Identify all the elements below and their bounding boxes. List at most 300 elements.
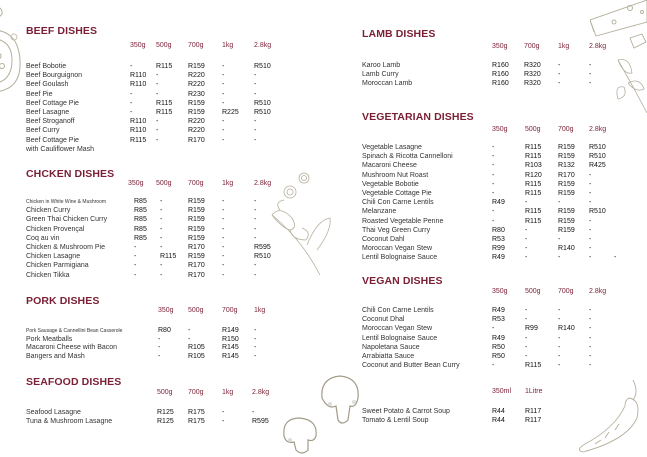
price-cell: R110: [130, 72, 147, 80]
price-cell: R595: [252, 418, 269, 425]
dish-name: Macaroni Cheese: [362, 162, 417, 170]
price-cell: -: [222, 244, 225, 251]
dish-name: Bangers and Mash: [26, 352, 85, 360]
price-cell: -: [254, 225, 257, 233]
price-cell: R115: [160, 253, 177, 261]
price-cell: -: [492, 217, 495, 225]
menu-item-row: [362, 80, 642, 89]
menu-item-row: [362, 199, 642, 208]
price-cell: -: [156, 136, 159, 144]
price-cell: -: [254, 335, 257, 343]
price-cell: R320: [524, 71, 541, 78]
column-header: 500g: [156, 42, 172, 49]
menu-item-row: [362, 245, 642, 254]
menu-item-row: [26, 244, 306, 253]
price-cell: -: [589, 316, 592, 324]
soups-section: [362, 388, 622, 433]
price-cell: R44: [492, 408, 505, 415]
price-cell: -: [558, 316, 561, 324]
price-cell: -: [589, 62, 592, 69]
price-cell: -: [222, 90, 225, 98]
menu-item-row: [362, 307, 642, 316]
price-cell: -: [254, 234, 257, 242]
price-cell: -: [222, 216, 225, 224]
price-cell: -: [134, 253, 137, 261]
section-title: VEGAN DISHES: [362, 275, 443, 287]
column-header: 500g: [156, 180, 172, 187]
price-cell: -: [254, 198, 257, 205]
dish-name: Vegetable Cottage Pie: [362, 190, 432, 197]
menu-item-row: [362, 236, 642, 245]
price-cell: -: [525, 245, 528, 253]
price-cell: -: [614, 254, 617, 262]
price-cell: R159: [188, 109, 205, 116]
price-cell: -: [160, 225, 163, 233]
menu-item-row: [26, 118, 306, 127]
menu-item-row: [26, 127, 306, 136]
price-cell: -: [222, 253, 225, 261]
price-cell: R425: [589, 162, 606, 170]
menu-item-row: [26, 262, 306, 271]
price-cell: R115: [525, 153, 542, 161]
dish-name: Beef Cottage Pie: [26, 136, 79, 144]
menu-item-row: [26, 253, 306, 262]
menu-item-row: [362, 417, 642, 426]
price-cell: -: [188, 327, 191, 334]
price-cell: -: [254, 136, 257, 144]
price-cell: R125: [157, 409, 174, 416]
price-cell: -: [254, 327, 257, 334]
price-cell: -: [222, 234, 225, 242]
price-cell: R49: [492, 254, 505, 262]
column-header: 500g: [188, 307, 204, 314]
price-cell: -: [558, 254, 561, 262]
price-cell: R80: [492, 226, 505, 234]
price-cell: -: [558, 343, 561, 351]
price-cell: R320: [524, 80, 541, 87]
price-cell: -: [589, 226, 592, 234]
dish-name: Chicken & Mushroom Pie: [26, 244, 105, 251]
column-header: 700g: [188, 389, 204, 396]
price-cell: R175: [188, 409, 205, 416]
price-cell: R117: [525, 417, 542, 424]
price-cell: -: [254, 344, 257, 352]
column-header: 2.8kg: [589, 288, 607, 295]
dish-name: Pork Sausage & Cannellini Bean Casserole: [26, 328, 123, 334]
price-cell: -: [525, 236, 528, 243]
price-cell: -: [589, 199, 592, 207]
menu-item-row: [26, 72, 306, 81]
price-cell: R125: [157, 418, 174, 425]
menu-item-row: [362, 162, 642, 171]
price-cell: -: [492, 362, 495, 370]
menu-item-row: [362, 362, 642, 371]
column-headers: [26, 307, 296, 316]
price-cell: R595: [254, 244, 271, 251]
price-cell: -: [222, 99, 225, 107]
price-cell: -: [525, 343, 528, 351]
column-header: 500g: [525, 288, 541, 295]
price-cell: R170: [188, 262, 205, 270]
price-cell: -: [254, 118, 257, 126]
price-cell: -: [222, 127, 225, 135]
price-cell: -: [252, 409, 255, 416]
pork-section: [26, 295, 296, 365]
price-cell: -: [558, 71, 561, 78]
menu-item-row: [362, 353, 642, 362]
price-cell: -: [558, 62, 561, 69]
price-cell: R115: [525, 190, 542, 197]
column-header: 700g: [558, 288, 574, 295]
price-cell: -: [130, 90, 133, 98]
dish-name: Arrabiatta Sauce: [362, 353, 415, 360]
dish-name: Chicken Parmigiana: [26, 262, 89, 270]
price-cell: -: [222, 136, 225, 144]
price-cell: -: [160, 234, 163, 242]
dish-name: Chili Con Carne Lentils: [362, 199, 434, 207]
menu-item-row: [26, 235, 306, 244]
price-cell: -: [160, 262, 163, 270]
price-cell: -: [589, 71, 592, 78]
price-cell: -: [589, 190, 592, 197]
price-cell: -: [130, 63, 133, 70]
column-header: 1kg: [558, 43, 570, 50]
price-cell: R110: [130, 118, 147, 126]
price-cell: -: [222, 409, 225, 416]
price-cell: -: [525, 199, 528, 207]
dish-name: Beef Bobotie: [26, 63, 67, 70]
price-cell: R160: [492, 80, 509, 87]
price-cell: -: [525, 307, 528, 314]
price-cell: -: [160, 207, 163, 215]
price-cell: R145: [222, 344, 239, 352]
menu-item-row: [362, 153, 642, 162]
section-title: LAMB DISHES: [362, 28, 436, 40]
price-cell: -: [558, 362, 561, 370]
price-cell: -: [158, 352, 161, 360]
menu-item-row: [362, 190, 642, 199]
menu-item-row: [362, 144, 642, 153]
price-cell: R49: [492, 334, 505, 342]
dish-name: Coconut Dhal: [362, 316, 405, 324]
price-cell: R149: [222, 327, 239, 334]
column-header: 350g: [492, 126, 508, 133]
price-cell: R44: [492, 417, 505, 424]
menu-item-row: [362, 208, 642, 217]
price-cell: R159: [558, 180, 575, 188]
column-headers: [26, 42, 296, 51]
vegan-section: [362, 275, 622, 375]
column-headers: [362, 288, 622, 297]
dish-name: Chicken in White Wine & Mushroom: [26, 199, 107, 205]
column-header: 1Litre: [525, 388, 543, 395]
dish-name: Tomato & Lentil Soup: [362, 417, 429, 424]
dish-name: Chicken Provençal: [26, 225, 85, 233]
price-cell: R170: [558, 171, 575, 179]
price-cell: R159: [188, 216, 205, 224]
dish-name: Coq au vin: [26, 234, 60, 242]
column-header: 2.8kg: [252, 389, 270, 396]
price-cell: -: [160, 216, 163, 224]
price-cell: R115: [156, 109, 173, 116]
menu-item-row: [26, 272, 306, 281]
dish-name: Pork Meatballs: [26, 335, 73, 343]
price-cell: R115: [156, 99, 173, 107]
price-cell: -: [589, 80, 592, 87]
dish-name: Vegetable Bobotie: [362, 180, 419, 188]
price-cell: -: [254, 207, 257, 215]
price-cell: -: [254, 216, 257, 224]
price-cell: R117: [525, 408, 542, 415]
dish-name: Tuna & Mushroom Lasagne: [26, 418, 113, 425]
price-cell: R159: [188, 253, 205, 261]
column-headers: [26, 389, 296, 398]
price-cell: R225: [222, 109, 239, 116]
dish-name: Beef Lasagne: [26, 109, 70, 116]
price-cell: -: [156, 81, 159, 89]
menu-item-row: [26, 146, 306, 155]
price-cell: R230: [188, 90, 205, 98]
price-cell: -: [156, 72, 159, 80]
dish-name: Beef Bourguignon: [26, 72, 83, 80]
price-cell: R175: [188, 418, 205, 425]
price-cell: R140: [558, 245, 575, 253]
dish-name: Chili Con Carne Lentils: [362, 307, 434, 314]
dish-name: Beef Cottage Pie: [26, 99, 79, 107]
price-cell: -: [558, 334, 561, 342]
price-cell: R220: [188, 72, 205, 80]
menu-item-row: [362, 316, 642, 325]
price-cell: R170: [188, 136, 205, 144]
price-cell: -: [222, 225, 225, 233]
price-cell: R170: [188, 244, 205, 251]
chicken-section: [26, 168, 296, 283]
price-cell: R145: [222, 352, 239, 360]
column-header: 500g: [525, 126, 541, 133]
section-title: BEEF DISHES: [26, 25, 98, 37]
dish-name: Green Thai Chicken Curry: [26, 216, 108, 224]
menu-item-row: [26, 198, 306, 207]
price-cell: R115: [156, 63, 173, 70]
menu-item-row: [26, 353, 306, 362]
price-cell: -: [525, 226, 528, 234]
dish-name: Moroccan Vegan Stew: [362, 325, 433, 333]
price-cell: R510: [589, 208, 606, 216]
column-header: 350g: [130, 42, 146, 49]
price-cell: R53: [492, 236, 505, 243]
price-cell: R510: [254, 63, 271, 70]
price-cell: -: [589, 180, 592, 188]
price-cell: R159: [188, 198, 205, 205]
dish-name: Moroccan Vegan Stew: [362, 245, 433, 253]
column-header: 350ml: [492, 388, 512, 395]
column-header: 700g: [222, 307, 238, 314]
column-headers: [362, 388, 622, 397]
price-cell: R160: [492, 71, 509, 78]
price-cell: -: [589, 171, 592, 179]
price-cell: -: [158, 335, 161, 343]
menu-item-row: [26, 100, 306, 109]
menu-item-row: [26, 418, 306, 427]
price-cell: R159: [558, 208, 575, 216]
price-cell: -: [254, 262, 257, 270]
price-cell: -: [134, 262, 137, 270]
price-cell: R510: [589, 153, 606, 161]
column-headers: [362, 43, 622, 52]
price-cell: -: [558, 80, 561, 87]
menu-item-row: [26, 137, 306, 146]
dish-name: Mushroom Nut Roast: [362, 171, 429, 179]
section-title: PORK DISHES: [26, 295, 100, 307]
lamb-section: [362, 28, 622, 98]
menu-item-row: [362, 408, 642, 417]
column-header: 2.8kg: [254, 180, 272, 187]
column-headers: [362, 126, 642, 135]
menu-item-row: [362, 181, 642, 190]
price-cell: -: [222, 72, 225, 80]
column-header: 1kg: [254, 307, 266, 314]
price-cell: -: [589, 334, 592, 342]
price-cell: R85: [134, 225, 147, 233]
price-cell: -: [589, 245, 592, 253]
price-cell: R53: [492, 316, 505, 324]
price-cell: R510: [254, 253, 271, 261]
dish-name: Thai Veg Green Curry: [362, 226, 431, 234]
price-cell: -: [492, 144, 495, 151]
price-cell: -: [222, 63, 225, 70]
price-cell: R85: [134, 216, 147, 224]
column-header: 350g: [492, 43, 508, 50]
dish-name: Coconut Dahl: [362, 236, 405, 243]
price-cell: -: [589, 236, 592, 243]
price-cell: R103: [525, 162, 542, 170]
price-cell: R115: [525, 180, 542, 188]
dish-name: Coconut and Butter Bean Curry: [362, 362, 460, 370]
price-cell: R159: [558, 217, 575, 225]
price-cell: -: [160, 244, 163, 251]
price-cell: -: [222, 198, 225, 205]
price-cell: -: [130, 109, 133, 116]
price-cell: -: [589, 217, 592, 225]
seafood-section: [26, 376, 296, 436]
price-cell: R110: [130, 81, 147, 89]
price-cell: R85: [134, 207, 147, 215]
price-cell: -: [492, 190, 495, 197]
price-cell: -: [492, 325, 495, 333]
price-cell: -: [492, 153, 495, 161]
price-cell: -: [525, 254, 528, 262]
price-cell: -: [188, 335, 191, 343]
price-cell: R159: [558, 144, 575, 151]
price-cell: R49: [492, 307, 505, 314]
price-cell: -: [160, 198, 163, 205]
column-header: 2.8kg: [589, 126, 607, 133]
price-cell: R159: [188, 234, 205, 242]
price-cell: R50: [492, 353, 505, 360]
price-cell: R159: [558, 190, 575, 197]
dish-name: Napoletana Sauce: [362, 343, 420, 351]
menu-item-row: [362, 335, 642, 344]
price-cell: R170: [188, 271, 205, 279]
section-title: CHCKEN DISHES: [26, 168, 115, 180]
price-cell: R510: [254, 99, 271, 107]
price-cell: R49: [492, 199, 505, 207]
dish-name: Seafood Lasagne: [26, 409, 81, 416]
price-cell: -: [589, 307, 592, 314]
price-cell: R115: [525, 217, 542, 225]
price-cell: -: [589, 254, 592, 262]
price-cell: R160: [492, 62, 509, 69]
price-cell: -: [254, 90, 257, 98]
column-header: 1kg: [222, 389, 234, 396]
price-cell: R140: [558, 325, 575, 333]
price-cell: R510: [254, 109, 271, 116]
column-header: 1kg: [222, 180, 234, 187]
dish-name: Roasted Vegetable Penne: [362, 217, 444, 225]
menu-item-row: [26, 409, 306, 418]
price-cell: -: [134, 271, 137, 279]
menu-item-row: [26, 109, 306, 118]
price-cell: R80: [158, 327, 171, 334]
menu-item-row: [362, 218, 642, 227]
price-cell: R110: [130, 127, 147, 135]
price-cell: -: [525, 353, 528, 360]
column-header: 2.8kg: [254, 42, 272, 49]
price-cell: -: [492, 171, 495, 179]
price-cell: -: [222, 118, 225, 126]
price-cell: -: [558, 307, 561, 314]
column-header: 1kg: [222, 42, 234, 49]
price-cell: -: [222, 271, 225, 279]
price-cell: -: [156, 127, 159, 135]
vegetarian-section: [362, 111, 642, 271]
price-cell: R159: [558, 226, 575, 234]
price-cell: -: [589, 343, 592, 351]
price-cell: R105: [188, 344, 205, 352]
price-cell: -: [558, 199, 561, 207]
price-cell: R99: [525, 325, 538, 333]
menu-item-row: [362, 227, 642, 236]
price-cell: -: [492, 208, 495, 216]
price-cell: -: [254, 72, 257, 80]
menu-item-row: [362, 254, 642, 263]
price-cell: R115: [525, 362, 542, 370]
price-cell: -: [525, 316, 528, 324]
dish-name: Beef Pie: [26, 90, 53, 98]
price-cell: -: [158, 344, 161, 352]
price-cell: -: [492, 162, 495, 170]
price-cell: -: [589, 353, 592, 360]
dish-name: Chicken Lasagne: [26, 253, 81, 261]
price-cell: -: [254, 352, 257, 360]
price-cell: -: [254, 127, 257, 135]
menu-item-row: [362, 71, 642, 80]
column-header: 700g: [524, 43, 540, 50]
dish-name: with Cauliflower Mash: [26, 145, 95, 153]
price-cell: -: [134, 244, 137, 251]
menu-item-row: [362, 325, 642, 334]
price-cell: R85: [134, 234, 147, 242]
menu-item-row: [26, 216, 306, 225]
dish-name: Moroccan Lamb: [362, 80, 413, 87]
section-title: VEGETARIAN DISHES: [362, 111, 474, 123]
price-cell: -: [130, 99, 133, 107]
dish-name: Beef Curry: [26, 127, 60, 135]
dish-name: Macaroni Cheese with Bacon: [26, 344, 118, 352]
column-header: 2.8kg: [589, 43, 607, 50]
price-cell: -: [525, 334, 528, 342]
price-cell: R220: [188, 81, 205, 89]
